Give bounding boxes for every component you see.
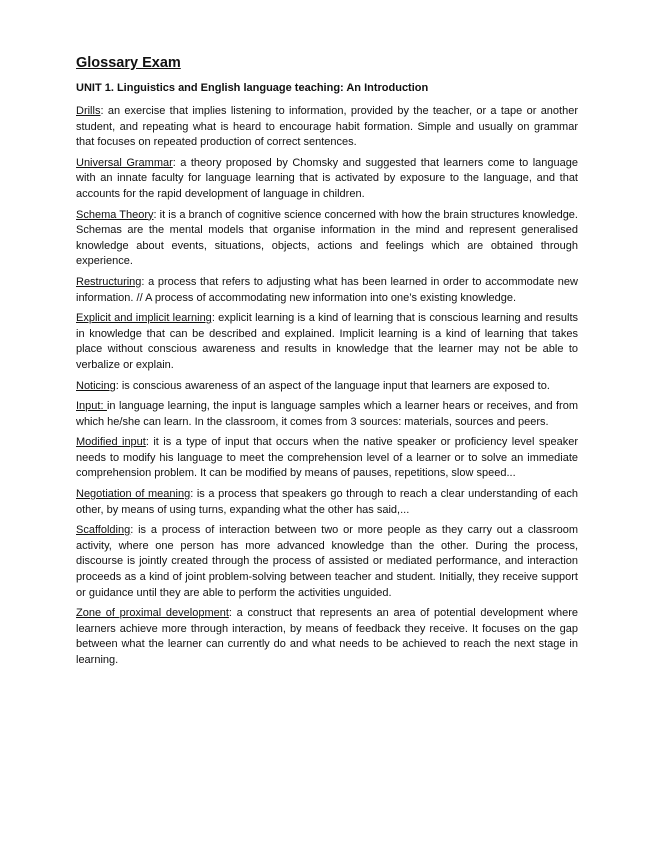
glossary-definition: : it is a branch of cognitive science concerned with how the brain structures knowledge. Schemas are the mental models that organise information in the mind and represent generalised knowledge about events, situations, objects, actions and feelings which are obtained through experience. <box>76 208 578 268</box>
glossary-term: Zone of proximal development <box>76 607 229 620</box>
glossary-entry-noticing <box>76 379 578 395</box>
glossary-entry-negotiation-of-meaning <box>76 487 578 518</box>
glossary-entry-zone-of-proximal-development <box>76 606 578 668</box>
page-title: Glossary Exam <box>76 55 181 71</box>
glossary-term: Noticing <box>76 379 116 392</box>
glossary-term: Schema Theory <box>76 208 154 221</box>
glossary-term: Drills <box>76 105 101 117</box>
glossary-definition: : is conscious awareness of an aspect of the language input that learners are exposed to. <box>115 379 550 392</box>
glossary-definition: : a process that refers to adjusting what has been learned in order to accommodate new information. // A process of accommodating new information into one’s existing knowledge. <box>76 275 578 304</box>
glossary-term: Restructuring <box>76 275 142 288</box>
glossary-definition: : it is a type of input that occurs when the native speaker or proficiency level speaker needs to modify his language to meet the comprehension level of a learner or to solve an immediate comprehension problem. It can be modified by means of pauses, repetitions, slow speed... <box>76 436 578 480</box>
glossary-entry-modified-input <box>76 435 578 482</box>
glossary-definition: : a theory proposed by Chomsky and suggested that learners come to language with an innate faculty for language learning that is activated by exposure to the language, and that accounts for the rapid development of language in children. <box>76 156 578 200</box>
unit-heading: UNIT 1. Linguistics and English language teaching: An Introduction <box>76 82 429 94</box>
glossary-term: Scaffolding <box>76 524 131 537</box>
glossary-definition: : is a process that speakers go through to reach a clear understanding of each other, by means of using turns, expanding what the other has said,... <box>76 488 578 516</box>
glossary-term: Universal Grammar <box>76 156 173 169</box>
glossary-term: Modified input <box>76 436 146 449</box>
glossary-definition: : is a process of interaction between two or more people as they carry out a classroom activity, where one person has more advanced knowledge than the other. During the process, discourse is jointly created through the process of assisted or mediated performance, and interaction proceeds as a kind of joint problem-solving between teacher and student. Initially, they receive support or guidance until they are able to perform the activities unguided. <box>76 524 578 599</box>
glossary-entry-explicit-implicit-learning <box>76 311 578 373</box>
glossary-entry-input <box>76 399 578 430</box>
document-page <box>76 54 578 674</box>
glossary-term: Negotiation of meaning <box>76 488 191 501</box>
glossary-entry-schema-theory <box>76 208 578 270</box>
glossary-definition: in language learning, the input is language samples which a learner hears or receives, and from which he/she can learn. In the classroom, it comes from 3 sources: materials, sources and peers. <box>76 400 578 428</box>
glossary-entry-restructuring <box>76 275 578 306</box>
glossary-entry-drills <box>76 104 578 151</box>
glossary-term: Input: <box>76 400 107 413</box>
glossary-definition: : a construct that represents an area of potential development where learners achieve more through interaction, by means of feedback they receive. It focuses on the gap between what the learner can currently do and what needs to be achieved to reach the next stage in learning. <box>76 607 578 666</box>
glossary-term: Explicit and implicit learning <box>76 312 212 325</box>
glossary-entry-scaffolding <box>76 523 578 601</box>
glossary-definition: : an exercise that implies listening to information, provided by the teacher, or a tape or another student, and repeating what is heard to encourage habit formation. Simple and usually on grammar that focuses on repeated production of correct sentences. <box>76 105 578 149</box>
glossary-entry-universal-grammar <box>76 156 578 203</box>
glossary-definition: : explicit learning is a kind of learning that is conscious learning and results in knowledge that can be described and explained. Implicit learning is a kind of learning that takes place without conscious awareness and results in knowledge that the learner may not be able to verbalize or explain. <box>76 312 578 371</box>
